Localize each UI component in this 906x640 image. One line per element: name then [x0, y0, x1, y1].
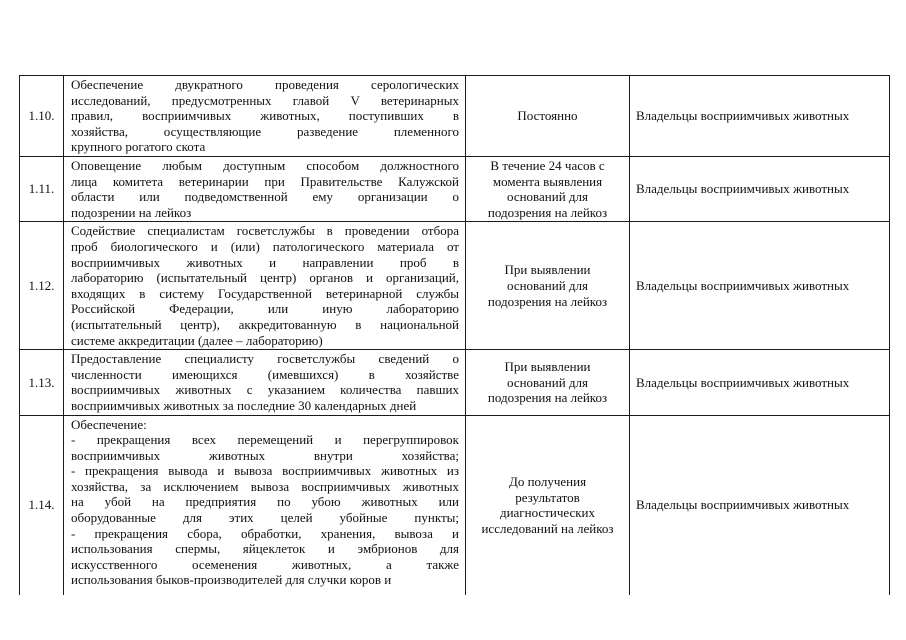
description-line: (испытательный центр), аккредитованную в национальной — [71, 316, 459, 332]
description-line: лабораторию (испытательный центр) органов и организаций, — [71, 270, 459, 286]
term-line: диагностических — [499, 505, 596, 521]
description-line: исследований, предусмотренных главой V ветеринарных — [71, 92, 459, 108]
term-line: исследований на лейкоз — [481, 520, 614, 536]
description-line: на убой на предприятия по убою животных или — [71, 494, 459, 510]
table-row — [20, 157, 890, 222]
description-line: - прекращения всех перемещений и перегруппировок — [71, 432, 459, 448]
description-line: использования спермы, яйцеклеток и эмбрионов для — [71, 541, 459, 557]
term-line: оснований для — [507, 277, 588, 293]
term-line: подозрения на лейкоз — [487, 293, 608, 309]
measures-table — [19, 75, 890, 595]
term-line: В течение 24 часов с — [490, 158, 605, 173]
execution-term — [466, 76, 630, 157]
responsible-party: Владельцы восприимчивых животных — [630, 350, 890, 415]
description-line: - прекращения вывода и вывоза восприимчивых животных из — [71, 463, 459, 479]
description-line: хозяйства, осуществляющие разведение племенного — [71, 123, 459, 139]
table-row — [20, 350, 890, 415]
measure-description — [64, 76, 466, 157]
description-line: проб биологического и (или) патологического материала от — [71, 238, 459, 254]
term-line: момента выявления — [492, 173, 603, 189]
execution-term — [466, 222, 630, 350]
description-line: правил, восприимчивых животных, поступивших в — [71, 108, 459, 124]
term-line: До получения — [508, 474, 587, 490]
term-line: результатов — [515, 489, 580, 505]
item-number: 1.13. — [20, 350, 64, 415]
measure-description — [64, 415, 466, 595]
table-row — [20, 415, 890, 595]
description-line: лица комитета ветеринарии при Правительстве Калужской — [71, 173, 459, 189]
term-line: подозрения на лейкоз — [487, 390, 608, 406]
responsible-party: Владельцы восприимчивых животных — [630, 157, 890, 222]
term-line: оснований для — [507, 189, 588, 205]
description-line: хозяйства, за исключением вывоза восприимчивых животных — [71, 478, 459, 494]
description-line: подозрении на лейкоз — [71, 204, 192, 220]
term-line: подозрения на лейкоз — [487, 204, 608, 220]
description-line: - прекращения сбора, обработки, хранения, вывоза и — [71, 525, 459, 541]
description-line: Российской Федерации, или иную лабораторию — [71, 301, 459, 317]
description-line: восприимчивых животных с указанием количества павших — [71, 382, 459, 398]
table-body — [20, 76, 890, 596]
measure-description — [64, 222, 466, 350]
description-line: восприимчивых животных за последние 30 календарных дней — [71, 397, 417, 413]
term-line: При выявлении — [504, 358, 591, 374]
description-line: искусственного осеменения животных, а также — [71, 556, 459, 572]
description-line: восприимчивых животных и направлении проб в — [71, 254, 459, 270]
description-line: Обеспечение: — [71, 416, 147, 432]
item-number: 1.14. — [20, 415, 64, 595]
table-row — [20, 222, 890, 350]
description-line: оборудованные для этих целей убойные пункты; — [71, 510, 459, 526]
item-number: 1.12. — [20, 222, 64, 350]
measure-description — [64, 157, 466, 222]
description-line: Оповещение любым доступным способом должностного — [71, 158, 459, 173]
table-row — [20, 76, 890, 157]
execution-term — [466, 350, 630, 415]
description-line: использования быков-производителей для случки коров и — [71, 572, 392, 588]
description-line: восприимчивых животных внутри хозяйства; — [71, 447, 459, 463]
responsible-party: Владельцы восприимчивых животных — [630, 76, 890, 157]
term-line: оснований для — [507, 374, 588, 390]
term-line: При выявлении — [504, 262, 591, 278]
description-line: области или подведомственной ему организации о — [71, 189, 459, 205]
item-number: 1.11. — [20, 157, 64, 222]
description-line: численности имеющихся (имевшихся) в хозяйстве — [71, 366, 459, 382]
responsible-party: Владельцы восприимчивых животных — [630, 222, 890, 350]
description-line: системе аккредитации (далее – лабораторию) — [71, 332, 323, 348]
description-line: крупного рогатого скота — [71, 139, 206, 155]
execution-term — [466, 157, 630, 222]
execution-term — [466, 415, 630, 595]
term-line: Постоянно — [517, 108, 578, 124]
description-line: входящих в систему Государственной ветеринарной службы — [71, 285, 459, 301]
description-line: Содействие специалистам госветслужбы в проведении отбора — [71, 223, 459, 239]
description-line: Обеспечение двукратного проведения серологических — [71, 77, 459, 92]
responsible-party: Владельцы восприимчивых животных — [630, 415, 890, 595]
item-number: 1.10. — [20, 76, 64, 157]
description-line: Предоставление специалисту госветслужбы сведений о — [71, 351, 459, 367]
measure-description — [64, 350, 466, 415]
